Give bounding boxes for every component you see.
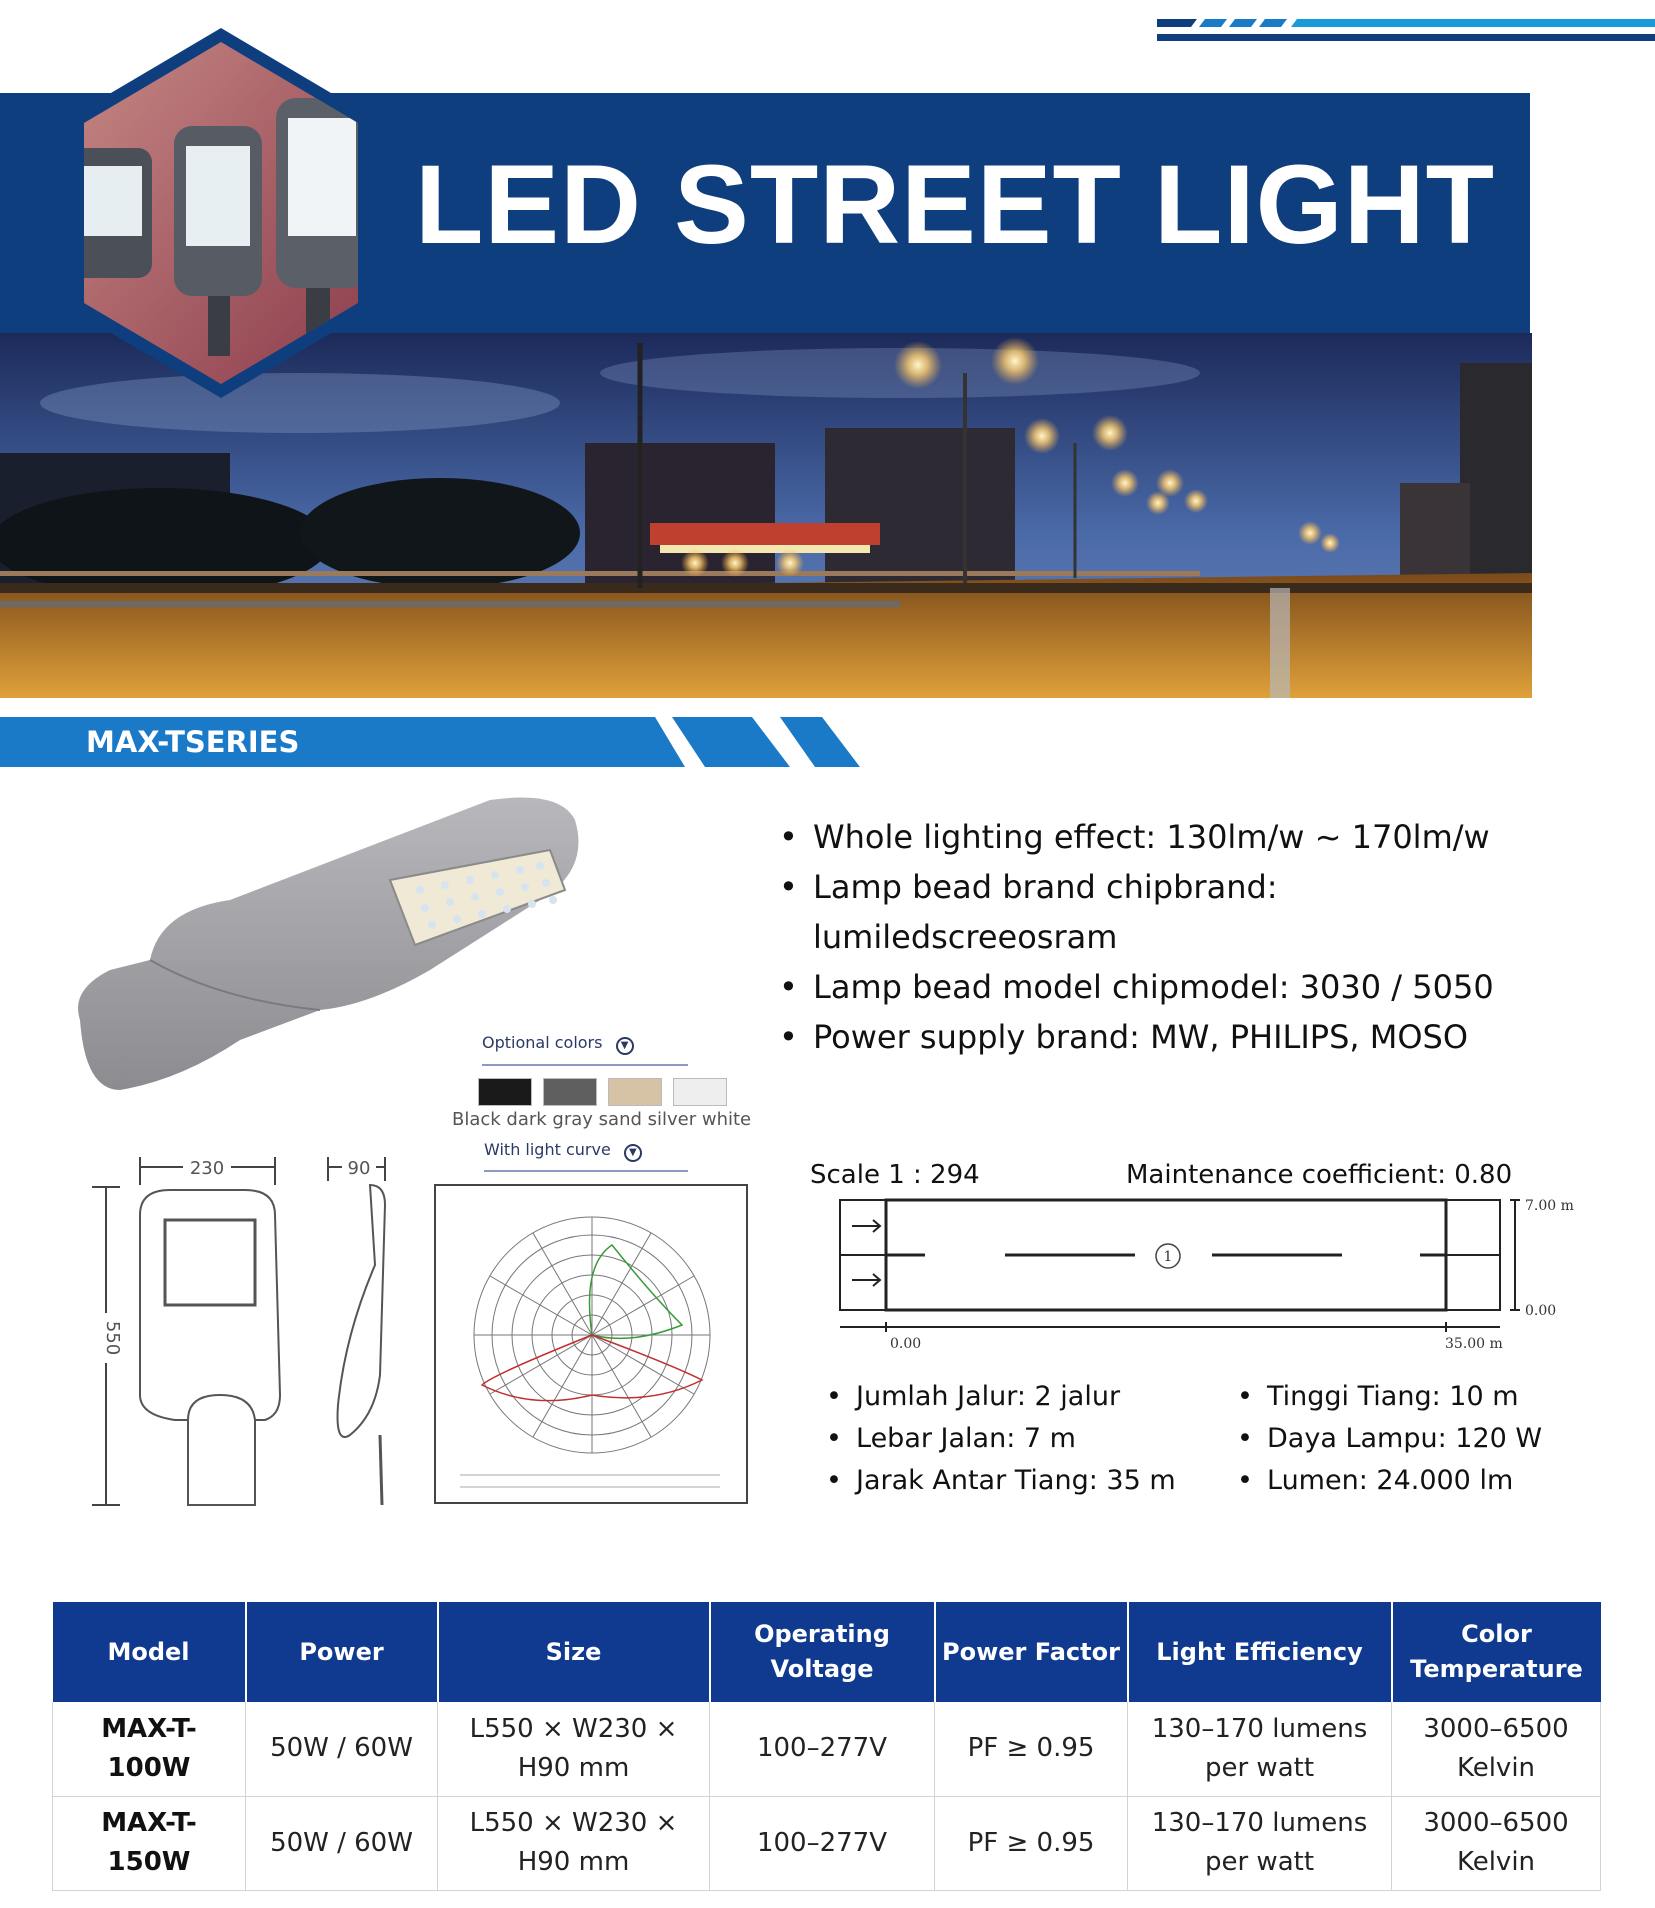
spec-item: • Whole lighting effect: 130lm/w ~ 170lm/w [775,812,1494,862]
luminaire-marker: 1 [1163,1249,1173,1265]
spec-item: • Lamp bead model chipmodel: 3030 / 5050 [775,962,1494,1012]
hexagon-lamp-badge [66,28,376,398]
y-axis-bottom: 0.00 [1525,1303,1557,1319]
col-header-efficiency: Light Efficiency [1128,1602,1392,1702]
cell-size: L550 × W230 × H90 mm [438,1702,710,1796]
road-fact-item: • Lumen: 24.000 lm [1233,1460,1542,1502]
table-header-row [53,1602,1601,1702]
cell-model: MAX-T-150W [53,1796,246,1890]
table-row [53,1702,1601,1796]
feature-spec-list [775,812,1494,1062]
x-axis-right: 35.00 m [1445,1336,1503,1352]
optional-colors-divider [482,1064,688,1066]
top-decorative-stripes [1157,17,1655,47]
col-header-voltage: Operating Voltage [710,1602,935,1702]
col-header-color-temp: Color Temperature [1392,1602,1601,1702]
cell-model: MAX-T-100W [53,1702,246,1796]
road-facts-right [1233,1376,1542,1502]
road-fact-item: • Lebar Jalan: 7 m [822,1418,1176,1460]
road-fact-item: • Daya Lampu: 120 W [1233,1418,1542,1460]
chevron-down-icon: ▼ [616,1037,634,1055]
optional-colors-label: Optional colors ▼ [482,1033,634,1055]
chevron-down-icon: ▼ [624,1144,642,1162]
road-layout-diagram [830,1190,1610,1370]
scale-label: Scale 1 : 294 [810,1160,980,1190]
road-facts-left [822,1376,1176,1502]
swatch-dark-gray [543,1078,597,1106]
maintenance-coefficient: Maintenance coefficient: 0.80 [1126,1160,1513,1190]
light-curve-label: With light curve ▼ [484,1140,642,1162]
cell-color-temp: 3000–6500 Kelvin [1392,1796,1601,1890]
cell-efficiency: 130–170 lumens per watt [1128,1702,1392,1796]
col-header-power-factor: Power Factor [935,1602,1128,1702]
dim-depth: 90 [347,1158,371,1179]
table-row [53,1796,1601,1890]
spec-item: • Power supply brand: MW, PHILIPS, MOSO [775,1012,1494,1062]
col-header-model: Model [53,1602,246,1702]
spec-item: • Lamp bead brand chipbrand: lumiledscreeosram [775,862,1494,962]
cell-power-factor: PF ≥ 0.95 [935,1796,1128,1890]
cell-power: 50W / 60W [246,1796,438,1890]
y-axis-top: 7.00 m [1525,1198,1574,1214]
colors-caption: Black dark gray sand silver white [452,1109,752,1130]
col-header-size: Size [438,1602,710,1702]
x-axis-left: 0.00 [890,1336,922,1352]
swatch-black [478,1078,532,1106]
cell-voltage: 100–277V [710,1702,935,1796]
road-fact-item: • Jarak Antar Tiang: 35 m [822,1460,1176,1502]
swatch-silver-white [673,1078,727,1106]
dim-length: 550 [102,1320,123,1356]
page-title: LED STREET LIGHT [415,142,1495,267]
series-label: MAX-TSERIES [86,725,300,759]
swatch-sand [608,1078,662,1106]
cell-color-temp: 3000–6500 Kelvin [1392,1702,1601,1796]
road-fact-item: • Tinggi Tiang: 10 m [1233,1376,1542,1418]
cell-size: L550 × W230 × H90 mm [438,1796,710,1890]
dimension-drawings [80,1145,760,1515]
dim-width: 230 [189,1158,225,1179]
spec-table [52,1602,1601,1891]
cell-voltage: 100–277V [710,1796,935,1890]
col-header-power: Power [246,1602,438,1702]
road-fact-item: • Jumlah Jalur: 2 jalur [822,1376,1176,1418]
cell-efficiency: 130–170 lumens per watt [1128,1796,1392,1890]
cell-power: 50W / 60W [246,1702,438,1796]
color-swatches [478,1078,727,1106]
cell-power-factor: PF ≥ 0.95 [935,1702,1128,1796]
